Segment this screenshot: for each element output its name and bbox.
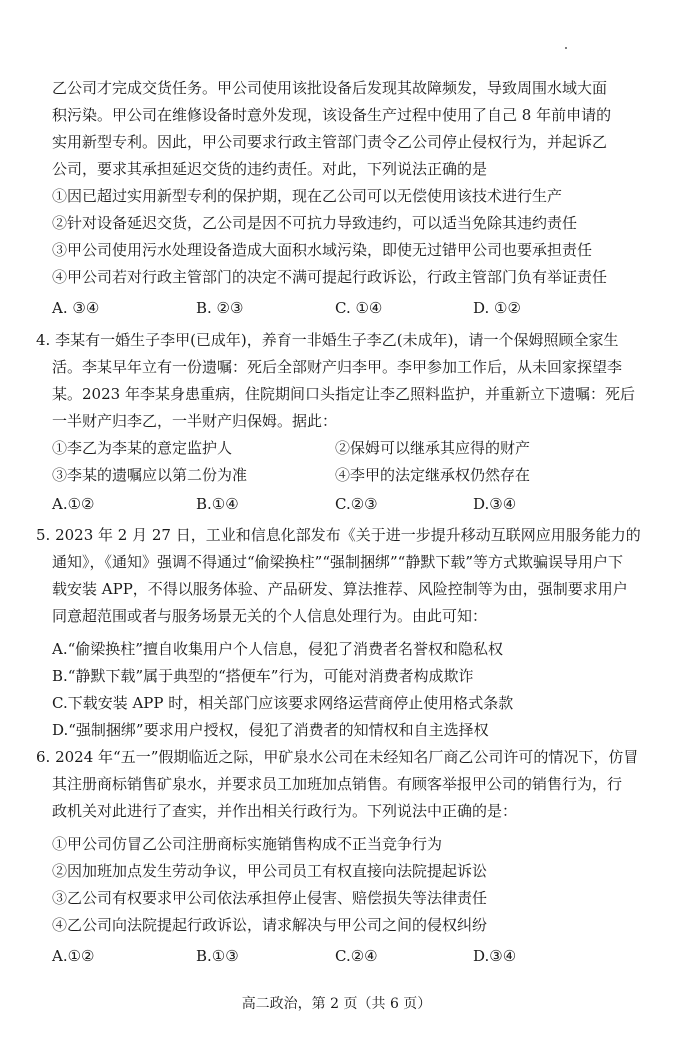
q6-option-c: C.②④ [335, 947, 378, 965]
q5-choice-b: B.“静默下载”属于典型的“搭便车”行为，可能对消费者构成欺诈 [52, 667, 474, 685]
q4-item-1: ①李乙为李某的意定监护人 [52, 439, 233, 457]
q3-option-c: C. ①④ [335, 299, 383, 317]
q6-option-b: B.①③ [196, 947, 239, 965]
q6-item-1: ①甲公司仿冒乙公司注册商标实施销售构成不正当竞争行为 [52, 835, 443, 853]
page-footer: 高二政治，第 2 页（共 6 页） [241, 996, 432, 1012]
q5-line-4: 同意超范围或者与服务场景无关的个人信息处理行为。由此可知： [52, 607, 488, 625]
q3-line-4: 公司，要求其承担延迟交货的违约责任。对此，下列说法正确的是 [52, 160, 488, 178]
q5-choice-c: C.下载安装 APP 时，相关部门应该要求网络运营商停止使用格式条款 [52, 694, 514, 712]
q4-line-3: 某。2023 年李某身患重病，住院期间口头指定让李乙照料监护，并重新立下遗嘱：死后 [52, 385, 635, 403]
q6-option-d: D.③④ [473, 947, 517, 965]
q3-line-3: 实用新型专利。因此，甲公司要求行政主管部门责令乙公司停止侵权行为，并起诉乙 [52, 133, 608, 151]
q3-option-d: D. ①② [473, 299, 521, 317]
q4-item-3: ③李某的遗嘱应以第二份为准 [52, 466, 248, 484]
q4-option-d: D.③④ [473, 495, 517, 513]
q5-line-2: 通知》，《通知》强调不得通过“偷梁换柱”“强制捆绑”“静默下载”等方式欺骗误导用户下 [52, 553, 624, 571]
q3-item-3: ③甲公司使用污水处理设备造成大面积水域污染，即使无过错甲公司也要承担责任 [52, 241, 593, 259]
q6-option-a: A.①② [52, 947, 95, 965]
q4-item-4: ④李甲的法定继承权仍然存在 [335, 466, 531, 484]
q4-line-4: 一半财产归李乙，一半财产归保姆。据此： [52, 412, 338, 430]
scan-speck [565, 47, 567, 49]
q6-line-1: 6. 2024 年“五一”假期临近之际，甲矿泉水公司在未经知名厂商乙公司许可的情况下，仿冒 [36, 748, 639, 766]
q3-line-2: 积污染。甲公司在维修设备时意外发现，该设备生产过程中使用了自己 8 年前申请的 [52, 106, 612, 124]
q6-line-3: 政机关对此进行了查实，并作出相关行政行为。下列说法中正确的是： [52, 802, 518, 820]
q3-option-b: B. ②③ [196, 299, 244, 317]
q6-item-2: ②因加班加点发生劳动争议，甲公司员工有权直接向法院提起诉讼 [52, 862, 488, 880]
q3-option-a: A. ③④ [52, 299, 100, 317]
q4-line-1: 4. 李某有一婚生子李甲(已成年)，养育一非婚生子李乙(未成年)，请一个保姆照顾全家生 [36, 331, 619, 349]
q4-option-b: B.①④ [196, 495, 239, 513]
q3-item-1: ①因已超过实用新型专利的保护期，现在乙公司可以无偿使用该技术进行生产 [52, 187, 563, 205]
q3-item-2: ②针对设备延迟交货，乙公司是因不可抗力导致违约，可以适当免除其违约责任 [52, 214, 578, 232]
q5-line-3: 载安装 APP，不得以服务体验、产品研发、算法推荐、风险控制等为由，强制要求用户 [52, 580, 628, 598]
q3-line-1: 乙公司才完成交货任务。甲公司使用该批设备后发现其故障频发，导致周围水域大面 [52, 79, 608, 97]
q5-choice-d: D.“强制捆绑”要求用户授权，侵犯了消费者的知情权和自主选择权 [52, 721, 489, 739]
q4-line-2: 活。李某早年立有一份遗嘱：死后全部财产归李甲。李甲参加工作后，从未回家探望李 [52, 358, 623, 376]
q3-item-4: ④甲公司若对行政主管部门的决定不满可提起行政诉讼，行政主管部门负有举证责任 [52, 268, 608, 286]
q6-item-4: ④乙公司向法院提起行政诉讼，请求解决与甲公司之间的侵权纠纷 [52, 916, 488, 934]
q5-choice-a: A.“偷梁换柱”擅自收集用户个人信息，侵犯了消费者名誉权和隐私权 [52, 640, 503, 658]
q4-option-a: A.①② [52, 495, 95, 513]
q4-option-c: C.②③ [335, 495, 378, 513]
q6-item-3: ③乙公司有权要求甲公司依法承担停止侵害、赔偿损失等法律责任 [52, 889, 488, 907]
q5-line-1: 5. 2023 年 2 月 27 日，工业和信息化部发布《关于进一步提升移动互联网应用服务能力的 [36, 526, 641, 544]
q6-line-2: 其注册商标销售矿泉水，并要求员工加班加点销售。有顾客举报甲公司的销售行为，行 [52, 775, 623, 793]
q4-item-2: ②保姆可以继承其应得的财产 [335, 439, 531, 457]
